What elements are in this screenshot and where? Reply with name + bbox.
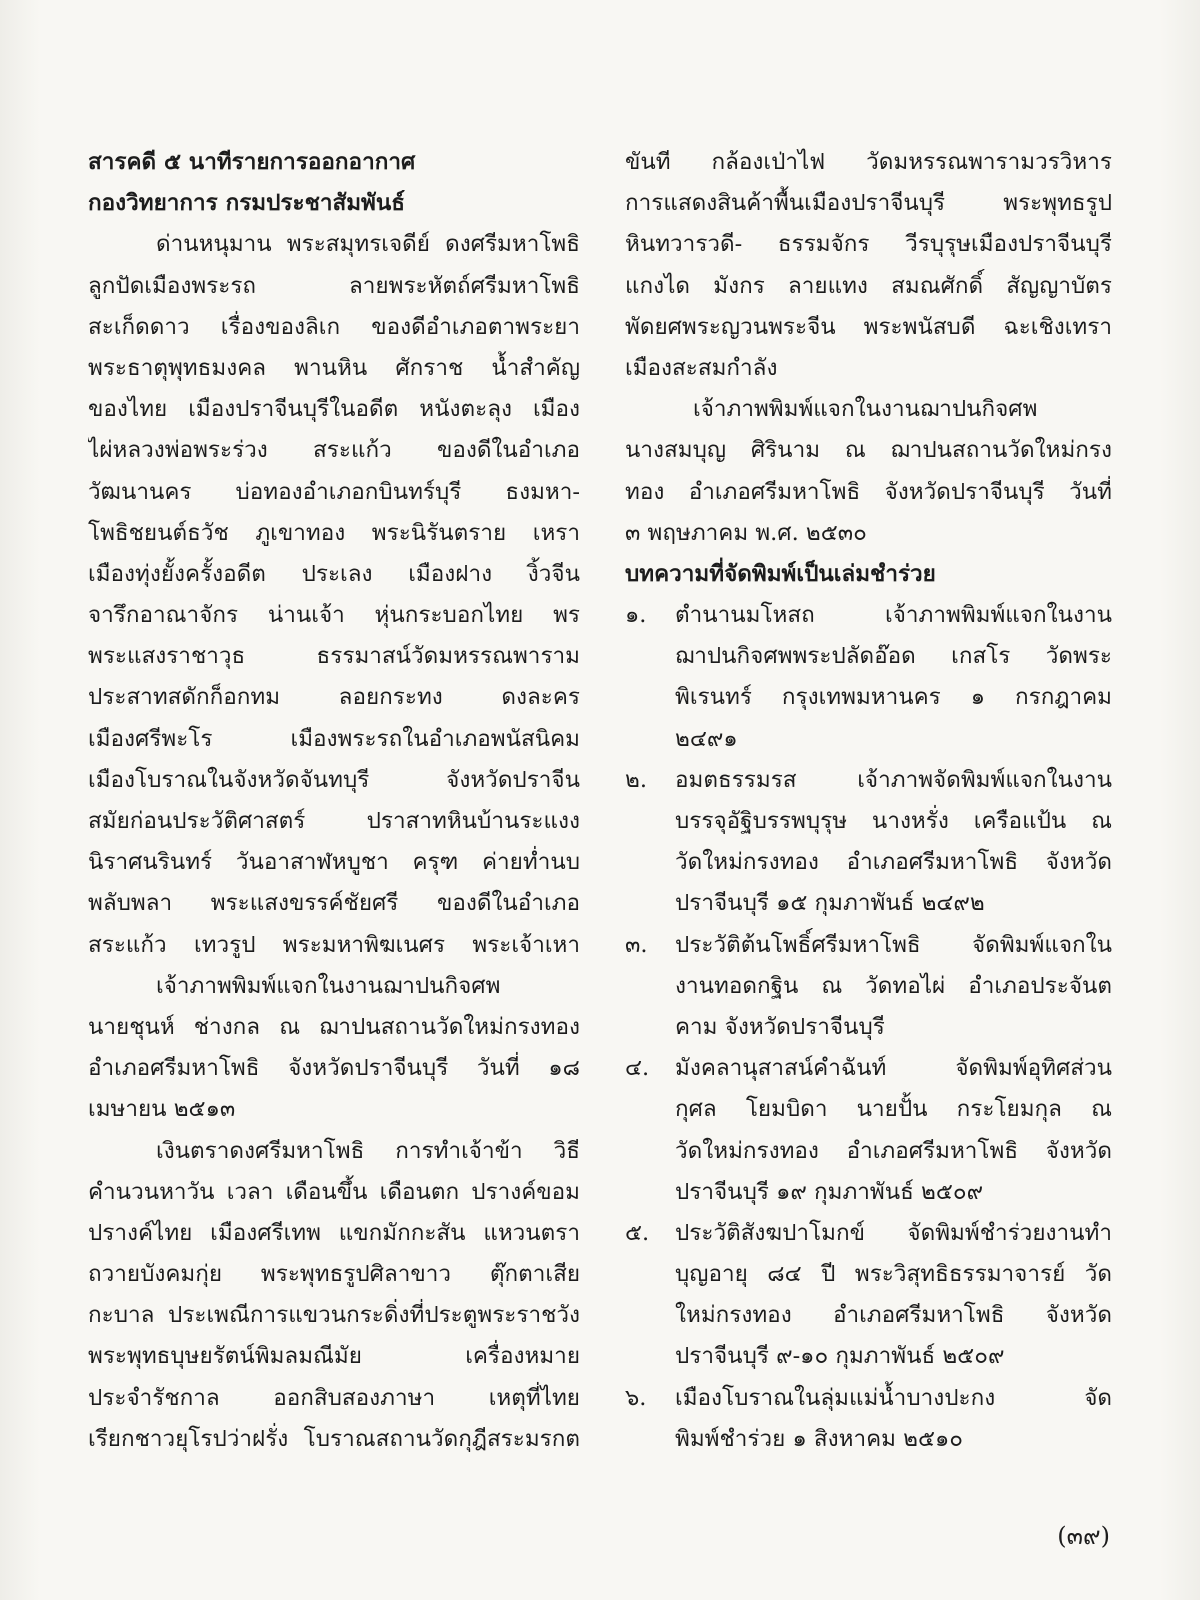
section-heading-line: สารคดี ๕ นาทีรายการออกอากาศ — [88, 149, 416, 175]
list-item-line: ประวัติสังฆปาโมกข์ จัดพิมพ์ชำร่วยงานทำ — [675, 1219, 1112, 1246]
paragraph-line: ของไทย เมืองปราจีนบุรีในอดีต หนังตะลุง เมือง — [88, 396, 580, 423]
list-item-number: ๔. — [625, 1055, 650, 1082]
right-column — [625, 142, 1112, 1460]
paragraph-line: เจ้าภาพพิมพ์แจกในงานฌาปนกิจศพ — [693, 396, 1038, 423]
paragraph-line: นิราศนรินทร์ วันอาสาฬหบูชา ครุฑ ค่ายท่ำนบ — [88, 849, 580, 876]
paragraph-line: นายชุนห์ ช่างกล ณ ฌาปนสถานวัดใหม่กรงทอง — [88, 1013, 580, 1040]
paragraph-line: ถวายบังคมกุ่ย พระพุทธรูปศิลาขาว ตุ๊กตาเสีย — [88, 1261, 580, 1288]
paragraph-line: ๓ พฤษภาคม พ.ศ. ๒๕๓๐ — [625, 519, 867, 546]
list-item-line: ฌาปนกิจศพพระปลัดอ๊อด เกสโร วัดพระ — [675, 643, 1112, 670]
list-item-line: บรรจุอัฐิบรรพบุรุษ นางหรั่ง เครือแป้น ณ — [675, 808, 1112, 834]
paragraph-line: ด่านหนุมาน พระสมุทรเจดีย์ ดงศรีมหาโพธิ — [156, 231, 580, 258]
paragraph-line: ไผ่หลวงพ่อพระร่วง สระแก้ว ของดีในอำเภอ — [88, 437, 580, 464]
left-column — [88, 142, 580, 1460]
paragraph-line: ประสาทสดักก็อกทม ลอยกระทง ดงละคร — [88, 684, 580, 711]
paragraph-line: เมืองทุ่งยั้งครั้งอดีต ประเลง เมืองฝาง งิ้วจีน — [88, 560, 580, 587]
list-item-line: ตำนานมโหสถ เจ้าภาพพิมพ์แจกในงาน — [675, 602, 1112, 629]
paragraph-line: หินทวารวดี- ธรรมจักร วีรบุรุษเมืองปราจีนบุรี — [625, 231, 1112, 258]
paragraph-line: เมืองโบราณในจังหวัดจันทบุรี จังหวัดปราจีน — [88, 766, 580, 793]
list-item-line: ๒๔๙๑ — [675, 725, 738, 752]
paragraph-line: กะบาล ประเพณีการแขวนกระดิ่งที่ประตูพระราชวัง — [88, 1302, 580, 1329]
list-item-number: ๖. — [625, 1384, 647, 1411]
paragraph-line: พระธาตุพุทธมงคล พานหิน ศักราช น้ำสำคัญ — [88, 354, 580, 381]
paragraph-line: คำนวนหาวัน เวลา เดือนขึ้น เดือนตก ปรางค์ขอม — [88, 1178, 580, 1205]
paragraph-line: ประจำรัชกาล ออกสิบสองภาษา เหตุที่ไทย — [88, 1384, 580, 1411]
list-item — [625, 595, 1112, 760]
paragraph-line: สมัยก่อนประวัติศาสตร์ ปราสาทหินบ้านระแงง — [88, 808, 580, 834]
paragraph-line: พระพุทธบุษยรัตน์พิมลมณีมัย เครื่องหมาย — [88, 1343, 580, 1370]
list-item-line: อมตธรรมรส เจ้าภาพจัดพิมพ์แจกในงาน — [675, 766, 1112, 793]
list-item-line: บุญอายุ ๘๔ ปี พระวิสุทธิธรรมาจารย์ วัด — [675, 1261, 1112, 1288]
list-item-line: วัดใหม่กรงทอง อำเภอศรีมหาโพธิ จังหวัด — [675, 1137, 1112, 1164]
list-item-line: พิเรนทร์ กรุงเทพมหานคร ๑ กรกฎาคม — [675, 684, 1112, 711]
list-item-line: มังคลานุสาสน์คำฉันท์ จัดพิมพ์อุทิศส่วน — [675, 1055, 1112, 1082]
paragraph-line: ปรางค์ไทย เมืองศรีเทพ แขกมักกะสัน แหวนตรา — [88, 1219, 580, 1246]
paragraph-line: พลับพลา พระแสงขรรค์ชัยศรี ของดีในอำเภอ — [88, 890, 580, 917]
paragraph-line: โพธิชยนต์ธวัช ภูเขาทอง พระนิรันตราย เหรา — [88, 519, 580, 546]
list-item-line: ปราจีนบุรี ๑๕ กุมภาพันธ์ ๒๔๙๒ — [675, 890, 985, 917]
list-item — [625, 925, 1112, 1049]
paragraph-line: เรียกชาวยุโรปว่าฝรั่ง โบราณสถานวัดกุฎีสระมรกต — [88, 1425, 580, 1452]
paragraph-line: ขันที กล้องเป่าไฟ วัดมหรรณพารามวรวิหาร — [625, 149, 1112, 175]
list-item-line: ประวัติต้นโพธิ์ศรีมหาโพธิ จัดพิมพ์แจกใน — [675, 931, 1112, 958]
list-item-line: พิมพ์ชำร่วย ๑ สิงหาคม ๒๕๑๐ — [675, 1425, 963, 1452]
list-item-line: ใหม่กรงทอง อำเภอศรีมหาโพธิ จังหวัด — [675, 1302, 1112, 1329]
paragraph-line: การแสดงสินค้าพื้นเมืองปราจีนบุรี พระพุทธรูป — [625, 190, 1112, 217]
list-item-number: ๓. — [625, 931, 648, 958]
list-item-line: งานทอดกฐิน ณ วัดทอไผ่ อำเภอประจันต — [675, 972, 1112, 999]
list-item-number: ๕. — [625, 1219, 650, 1246]
list-item-number: ๑. — [625, 602, 647, 629]
list-item-number: ๒. — [625, 766, 647, 793]
paragraph-line: จารึกอาณาจักร น่านเจ้า หุ่นกระบอกไทย พร — [88, 602, 580, 629]
list-item — [625, 1378, 1112, 1460]
paragraph-line: เมษายน ๒๕๑๓ — [88, 1096, 236, 1123]
section-heading: บทความที่จัดพิมพ์เป็นเล่มชำร่วย — [625, 560, 936, 587]
list-item-line: คาม จังหวัดปราจีนบุรี — [675, 1013, 885, 1040]
list-item-line: เมืองโบราณในลุ่มแม่น้ำบางปะกง จัด — [675, 1384, 1112, 1411]
page-number: (๓๙) — [1057, 1522, 1110, 1550]
paragraph-line: ลูกปัดเมืองพระรถ ลายพระหัตถ์ศรีมหาโพธิ — [88, 272, 580, 299]
list-item — [625, 760, 1112, 925]
paragraph-line: วัฒนานคร บ่อทองอำเภอกบินทร์บุรี ธงมหา- — [88, 478, 580, 505]
paragraph-line: พัดยศพระญวนพระจีน พระพนัสบดี ฉะเชิงเทรา — [625, 313, 1112, 340]
paragraph-line: แกงได มังกร ลายแทง สมณศักดิ์ สัญญาบัตร — [625, 272, 1112, 299]
paragraph-line: เงินตราดงศรีมหาโพธิ การทำเจ้าข้า วิธี — [156, 1137, 580, 1164]
paragraph-line: นางสมบุญ ศิรินาม ณ ฌาปนสถานวัดใหม่กรง — [625, 437, 1112, 464]
section-heading-line: กองวิทยาการ กรมประชาสัมพันธ์ — [88, 190, 405, 217]
paragraph-line: สะเก็ดดาว เรื่องของลิเก ของดีอำเภอตาพระยา — [88, 313, 580, 340]
paragraph-line: อำเภอศรีมหาโพธิ จังหวัดปราจีนบุรี วันที่ ๑๘ — [88, 1055, 580, 1082]
list-item-line: ปราจีนบุรี ๑๙ กุมภาพันธ์ ๒๕๐๙ — [675, 1178, 984, 1205]
paragraph-line: พระแสงราชาวุธ ธรรมาสน์วัดมหรรณพาราม — [88, 643, 580, 670]
list-item — [625, 1048, 1112, 1213]
list-item-line: ปราจีนบุรี ๙-๑๐ กุมภาพันธ์ ๒๕๐๙ — [675, 1343, 1005, 1370]
paragraph-line: เมืองศรีพะโร เมืองพระรถในอำเภอพนัสนิคม — [88, 725, 580, 752]
paragraph-line: สระแก้ว เทวรูป พระมหาพิฆเนศร พระเจ้าเหา — [88, 931, 580, 958]
list-item-line: วัดใหม่กรงทอง อำเภอศรีมหาโพธิ จังหวัด — [675, 849, 1112, 876]
paragraph-line: ทอง อำเภอศรีมหาโพธิ จังหวัดปราจีนบุรี วันที่ — [625, 478, 1112, 505]
paragraph-line: เจ้าภาพพิมพ์แจกในงานฌาปนกิจศพ — [156, 972, 501, 999]
paragraph-line: เมืองสะสมกำลัง — [625, 354, 778, 381]
list-item-line: กุศล โยมบิดา นายปั้น กระโยมกุล ณ — [675, 1096, 1112, 1123]
list-item — [625, 1213, 1112, 1378]
